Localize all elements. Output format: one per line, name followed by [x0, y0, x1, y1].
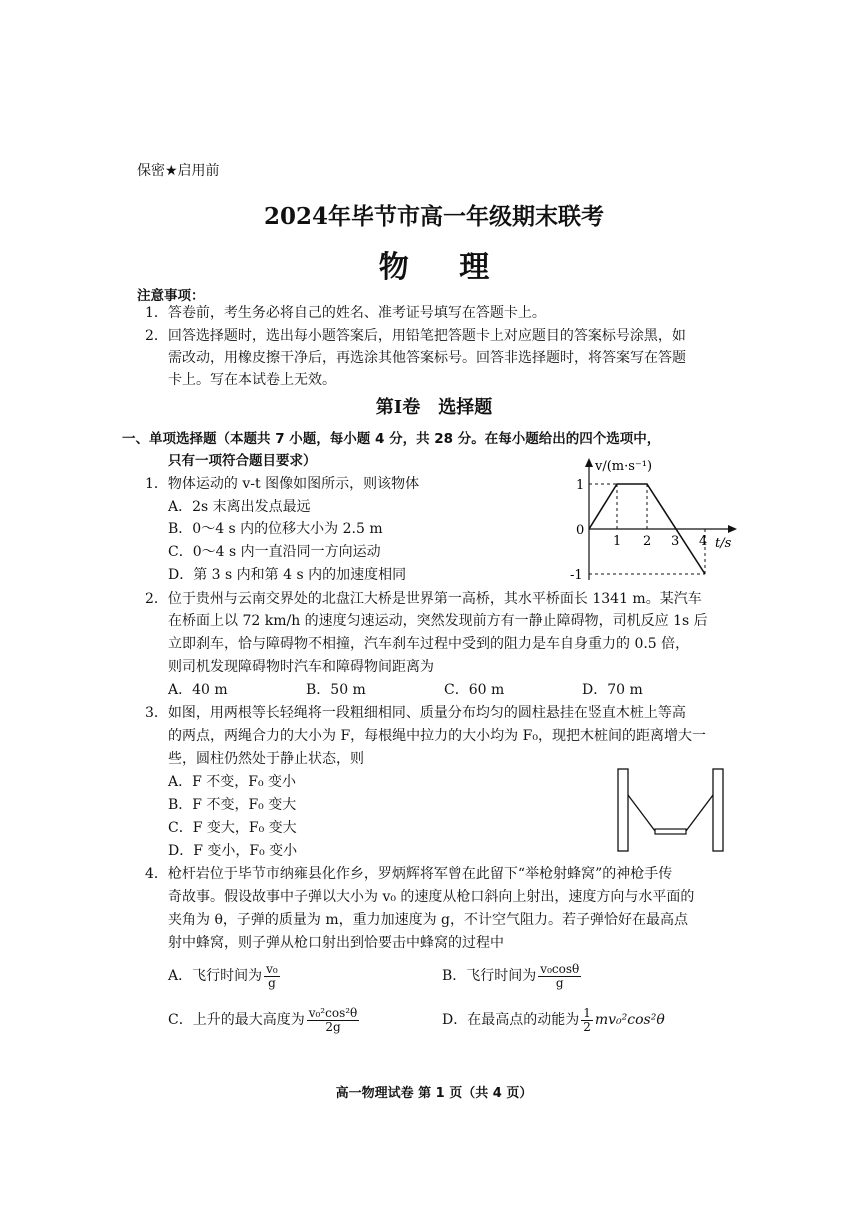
part-heading: 第Ⅰ卷 选择题	[375, 397, 493, 418]
notice-item: 卡上。写在本试卷上无效。	[168, 372, 336, 388]
q3-stem-line: 的两点，两绳合力的大小为 F，每根绳中拉力的大小均为 F₀，现把木桩间的距离增大一	[168, 728, 706, 744]
q1-option-b: B．0～4 s 内的位移大小为 2.5 m	[168, 521, 383, 537]
cylinder	[655, 829, 686, 834]
q2-stem-line: 在桥面上以 72 km/h 的速度匀速运动，突然发现前方有一静止障碍物，司机反应 1s 后	[168, 613, 708, 629]
q1-vt-graph	[565, 452, 740, 587]
q3-option-b: B．F 不变，F₀ 变大	[168, 797, 297, 813]
section-heading: 一、单项选择题（本题共 7 小题，每小题 4 分，共 28 分。在每小题给出的四个选项中，	[122, 431, 661, 447]
q4-option-d-prefix: D．在最高点的动能为	[442, 1012, 580, 1028]
confidential-label: 保密★启用前	[137, 163, 220, 179]
x-tick-1: 1	[613, 534, 622, 549]
q3-stem-line: 些，圆柱仍然处于静止状态，则	[168, 751, 364, 767]
q3-option-a: A．F 不变，F₀ 变小	[168, 774, 297, 790]
notice-item: 需改动，用橡皮擦干净后，再选涂其他答案标号。回答非选择题时，将答案写在答题	[168, 350, 686, 366]
q4-stem-line: 4．枪杆岩位于毕节市纳雍县化作乡，罗炳辉将军曾在此留下“举枪射蜂窝”的神枪手传	[145, 866, 673, 882]
right-rope	[686, 795, 713, 831]
q1-option-d: D．第 3 s 内和第 4 s 内的加速度相同	[168, 567, 407, 583]
q3-option-d: D．F 变小，F₀ 变小	[168, 843, 298, 859]
denominator: 2g	[325, 1019, 341, 1034]
q4-option-a-prefix: A．飞行时间为	[168, 968, 263, 984]
right-post	[713, 769, 723, 851]
q3-option-c: C．F 变大，F₀ 变大	[168, 820, 297, 836]
q2-stem-line: 2．位于贵州与云南交界处的北盘江大桥是世界第一高桥，其水平桥面长 1341 m。某汽车	[145, 591, 702, 607]
q4-option-b	[442, 962, 583, 990]
q4-stem-line: 奇故事。假设故事中子弹以大小为 v₀ 的速度从枪口斜向上射出，速度方向与水平面的	[168, 889, 695, 905]
q4-option-d	[442, 1006, 665, 1034]
subject-title: 物 理	[378, 250, 510, 285]
q4-option-d-fraction	[581, 1007, 593, 1034]
q1-option-a: A．2s 末离出发点最远	[168, 499, 311, 515]
y-axis-arrow	[585, 458, 593, 467]
q4-option-c-prefix: C．上升的最大高度为	[168, 1012, 305, 1028]
q4-option-b-prefix: B．飞行时间为	[442, 968, 537, 984]
section-heading-cont: 只有一项符合题目要求）	[168, 453, 317, 469]
y-tick-neg1: -1	[570, 568, 583, 583]
q4-option-c-fraction	[307, 1007, 360, 1034]
q4-option-a-fraction	[264, 963, 280, 990]
denominator: g	[268, 975, 276, 990]
q3-stem-line: 3．如图，用两根等长轻绳将一段粗细相同、质量分布均匀的圆柱悬挂在竖直木桩上等高	[145, 705, 686, 721]
notice-item: 1．答卷前，考生务必将自己的姓名、准考证号填写在答题卡上。	[145, 305, 546, 321]
q4-option-b-fraction	[538, 963, 581, 990]
q1-stem: 1．物体运动的 v-t 图像如图所示，则该物体	[145, 476, 420, 492]
denominator: 2	[583, 1019, 591, 1034]
exam-title: 2024年毕节市高一年级期末联考	[263, 203, 604, 230]
page-footer: 高一物理试卷 第 1 页（共 4 页）	[335, 1086, 533, 1101]
q2-option-a: A．40 m	[168, 682, 228, 698]
y-tick-1: 1	[576, 478, 585, 493]
numerator: 1	[583, 1005, 591, 1020]
q4-stem-line: 夹角为 θ，子弹的质量为 m，重力加速度为 g，不计空气阻力。若子弹恰好在最高点	[168, 912, 689, 928]
left-post	[618, 769, 628, 851]
q4-stem-line: 射中蜂窝，则子弹从枪口射出到恰要击中蜂窝的过程中	[168, 935, 504, 951]
x-axis-label: t/s	[715, 536, 732, 551]
y-axis-label: v/(m·s⁻¹)	[595, 459, 653, 474]
x-tick-3: 3	[671, 534, 680, 549]
denominator: g	[555, 975, 564, 990]
q2-option-c: C．60 m	[444, 682, 505, 698]
q4-option-a	[168, 962, 282, 990]
numerator: v₀cosθ	[540, 961, 580, 976]
q2-stem-line: 则司机发现障碍物时汽车和障碍物间距离为	[168, 659, 434, 675]
x-tick-2: 2	[643, 534, 652, 549]
notice-heading: 注意事项：	[137, 288, 205, 304]
x-axis-arrow	[728, 525, 737, 533]
x-tick-4: 4	[699, 534, 708, 549]
q2-option-d: D．70 m	[582, 682, 643, 698]
q2-stem-line: 立即刹车，恰与障碍物不相撞，汽车刹车过程中受到的阻力是车自身重力的 0.5 倍，	[168, 636, 690, 652]
y-tick-0: 0	[576, 523, 585, 538]
left-rope	[628, 795, 655, 831]
q3-cylinder-figure	[615, 765, 727, 853]
q2-option-b: B．50 m	[306, 682, 366, 698]
numerator: v₀	[266, 961, 278, 976]
q4-option-c	[168, 1006, 361, 1034]
q1-option-c: C．0～4 s 内一直沿同一方向运动	[168, 544, 381, 560]
numerator: v₀²cos²θ	[308, 1005, 358, 1020]
notice-item: 2．回答选择题时，选出每小题答案后，用铅笔把答题卡上对应题目的答案标号涂黑，如	[145, 328, 686, 344]
q4-option-d-suffix: mv₀²cos²θ	[594, 1012, 665, 1028]
